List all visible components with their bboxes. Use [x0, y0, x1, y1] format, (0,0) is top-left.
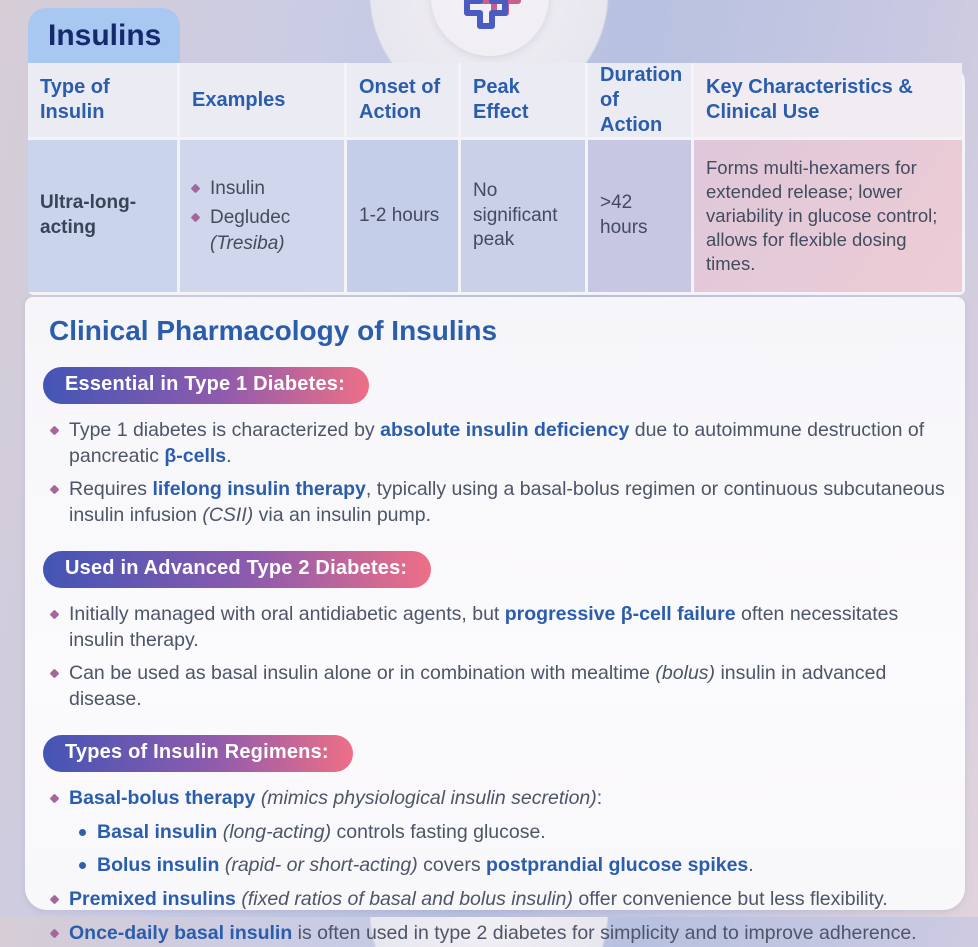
section-essential-type1	[41, 353, 947, 529]
list-item	[51, 418, 947, 469]
list-item-text: Can be used as basal insulin alone or in combination with mealtime (bolus) insulin in advanced disease.	[69, 662, 887, 711]
list-item	[192, 176, 265, 201]
list-item-text: Insulin	[210, 178, 265, 200]
clinical-pharmacology-heading: Clinical Pharmacology of Insulins	[49, 315, 498, 346]
bullet-marker-icon	[50, 426, 60, 436]
cell-onset: 1-2 hours	[347, 140, 458, 292]
sub-list-item	[79, 853, 947, 879]
list-item	[192, 205, 332, 255]
bullet-marker-icon	[50, 609, 60, 619]
logo-circle	[431, 0, 549, 56]
list-item-text: Initially managed with oral antidiabetic agents, but progressive β-cell failure often necessitates insulin therapy.	[69, 602, 899, 651]
column-header-examples: Examples	[180, 63, 344, 137]
insulins-tab	[28, 8, 180, 63]
cell-peak: No significant peak	[461, 140, 585, 292]
bullet-marker-icon	[50, 485, 60, 495]
list-item-text: Once-daily basal insulin is often used in type 2 diabetes for simplicity and to improve adherence.	[69, 921, 917, 944]
list-item-text: Premixed insulins (fixed ratios of basal and bolus insulin) offer convenience but less flexibility.	[69, 888, 888, 911]
list-item	[51, 921, 947, 947]
list-item-text: Requires lifelong insulin therapy, typically using a basal-bolus regimen or continuous subcutaneous insulin infusion (CSII) via an insulin pump.	[69, 478, 945, 527]
bullet-marker-icon	[50, 669, 60, 679]
cell-duration: >42 hours	[588, 140, 691, 292]
column-header-duration: Duration of Action	[588, 63, 691, 137]
list-item	[51, 887, 947, 913]
bullet-list-regimens	[51, 786, 947, 947]
column-header-characteristics: Key Characteristics & Clinical Use	[694, 63, 962, 137]
list-item-text: Type 1 diabetes is characterized by absolute insulin deficiency due to autoimmune destruction of pancreatic β-cells.	[69, 419, 925, 467]
badge-advanced-type2: Used in Advanced Type 2 Diabetes:	[43, 551, 431, 588]
sub-bullet-marker-icon	[79, 829, 86, 836]
sub-list-item-text: Basal insulin (long-acting) controls fasting glucose.	[97, 820, 546, 843]
insulin-table	[28, 63, 965, 295]
list-item-text: Degludec (Tresiba)	[210, 207, 291, 254]
badge-essential-type1: Essential in Type 1 Diabetes:	[43, 367, 369, 404]
sub-list-item-text: Bolus insulin (rapid- or short-acting) covers postprandial glucose spikes.	[97, 854, 754, 877]
section-advanced-type2	[41, 537, 947, 713]
sub-bullet-marker-icon	[79, 862, 86, 869]
section-insulin-regimens	[41, 721, 947, 947]
list-item	[51, 661, 947, 712]
bullet-marker-icon	[50, 895, 60, 905]
bullet-marker-icon	[191, 184, 201, 194]
cell-examples	[180, 140, 344, 292]
list-item	[51, 786, 947, 812]
list-item	[51, 602, 947, 653]
medical-cross-icon	[458, 0, 522, 50]
bullet-list-type1	[51, 418, 947, 529]
list-item	[51, 477, 947, 528]
column-header-type: Type of Insulin	[28, 63, 177, 137]
cell-characteristics: Forms multi-hexamers for extended release; lower variability in glucose control; allows for flexible dosing times.	[694, 140, 962, 292]
column-header-peak: Peak Effect	[461, 63, 585, 137]
bullet-marker-icon	[50, 928, 60, 938]
bullet-marker-icon	[191, 213, 201, 223]
bullet-marker-icon	[50, 793, 60, 803]
list-item-text: Basal-bolus therapy (mimics physiological insulin secretion):	[69, 786, 603, 809]
cell-insulin-type: Ultra-long-acting	[28, 140, 177, 292]
tab-label: Insulins	[48, 18, 162, 52]
bullet-list-type2	[51, 602, 947, 713]
badge-insulin-regimens: Types of Insulin Regimens:	[43, 735, 353, 772]
content-card	[25, 297, 965, 944]
sub-list-item	[79, 820, 947, 846]
column-header-onset: Onset of Action	[347, 63, 458, 137]
